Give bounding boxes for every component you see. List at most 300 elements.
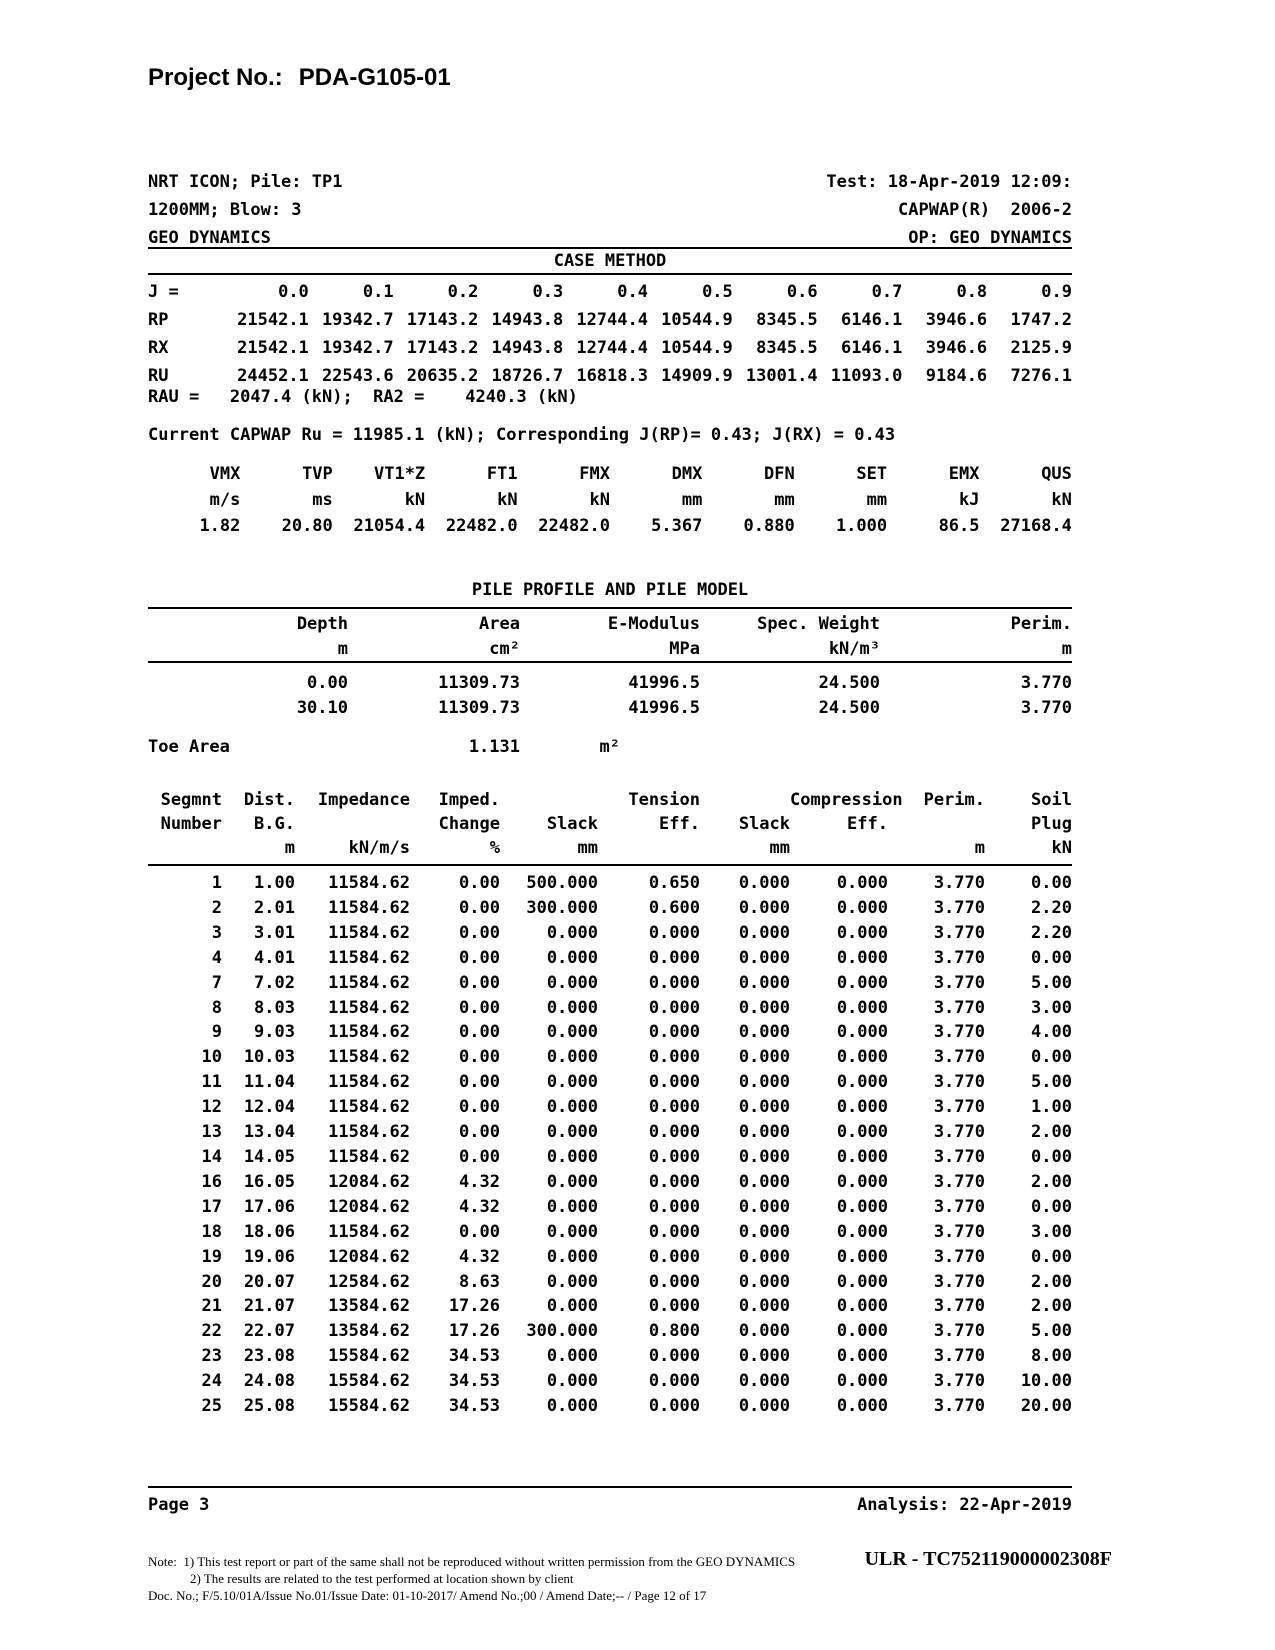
table-cell: 11584.62 <box>328 1221 410 1242</box>
table-cell: 0.000 <box>546 1371 598 1392</box>
table-cell: 0.00 <box>459 897 500 918</box>
table-cell: 0.000 <box>546 1221 598 1242</box>
table-cell: 0.00 <box>307 673 348 693</box>
table-cell: 0.00 <box>1031 1047 1072 1068</box>
table-cell: 0.000 <box>836 947 888 968</box>
table-cell: Compression <box>790 790 903 810</box>
table-cell: 0.000 <box>836 1022 888 1043</box>
table-cell: 13584.62 <box>328 1321 410 1342</box>
table-cell: 3.770 <box>933 1196 985 1217</box>
table-cell: 3.770 <box>933 1396 985 1417</box>
segment-header-row-1 <box>148 788 1072 812</box>
table-cell <box>700 788 790 812</box>
table-cell: 4 <box>211 947 222 968</box>
table-cell: 0.000 <box>836 1371 888 1392</box>
table-cell: mm <box>681 490 703 510</box>
table-cell: 5.00 <box>1031 1321 1072 1342</box>
table-cell: 21542.1 <box>237 310 309 330</box>
pile-id-line: NRT ICON; Pile: TP1 <box>148 172 343 192</box>
table-cell: kN <box>1051 490 1072 510</box>
table-cell: 18726.7 <box>491 366 564 386</box>
table-cell: 3.770 <box>1020 698 1072 718</box>
table-cell: ms <box>312 490 333 510</box>
table-cell: 3.01 <box>254 922 295 943</box>
table-cell: 0.000 <box>738 1196 790 1217</box>
segment-data-row <box>148 871 1072 896</box>
table-cell: 0.650 <box>648 873 700 893</box>
table-cell: 1.00 <box>1031 1097 1072 1118</box>
table-cell: 0.000 <box>836 1396 888 1417</box>
table-cell: 3.770 <box>933 1171 985 1192</box>
table-cell: 3.770 <box>933 1097 985 1118</box>
table-cell: Plug <box>1031 814 1072 834</box>
table-cell: 0.000 <box>738 1371 790 1392</box>
table-cell: 6146.1 <box>840 338 903 358</box>
segment-table-body <box>148 871 1072 1419</box>
table-cell: 0.000 <box>546 1072 598 1093</box>
table-cell: Spec. Weight <box>757 614 880 634</box>
table-cell: 0.000 <box>738 1321 790 1342</box>
table-cell: Imped. <box>438 790 500 810</box>
table-cell: 0.000 <box>546 947 598 968</box>
table-cell: 8.63 <box>459 1271 500 1292</box>
table-cell: 0.000 <box>836 1296 888 1317</box>
table-cell: 2125.9 <box>1010 338 1072 358</box>
table-cell: 0.00 <box>1031 1146 1072 1167</box>
table-cell: 0.880 <box>743 516 795 536</box>
table-cell: 20.80 <box>281 516 333 536</box>
table-cell: 17.06 <box>243 1196 295 1217</box>
table-cell: 3.770 <box>933 1246 985 1267</box>
table-cell: kN/m/s <box>348 838 410 858</box>
results-names-row <box>148 461 1072 487</box>
table-cell: Slack <box>738 814 790 834</box>
table-cell: 3.770 <box>933 1271 985 1292</box>
table-cell: 17 <box>201 1196 222 1217</box>
table-cell: QUS <box>1041 464 1072 484</box>
analysis-date: Analysis: 22-Apr-2019 <box>857 1495 1072 1515</box>
divider <box>148 1486 1072 1488</box>
table-cell: mm <box>866 490 888 510</box>
table-cell: kN <box>589 490 610 510</box>
table-cell: 0.800 <box>648 1321 700 1342</box>
table-cell: FT1 <box>486 464 518 484</box>
table-cell: 1747.2 <box>1010 310 1072 330</box>
segment-data-row <box>148 1394 1072 1419</box>
table-cell: 0.000 <box>648 972 700 993</box>
table-cell: 4.32 <box>459 1171 500 1192</box>
table-cell: 17143.2 <box>406 310 479 330</box>
table-cell: 0.00 <box>459 1221 500 1242</box>
table-cell: 27168.4 <box>1000 516 1072 536</box>
table-cell: 0.000 <box>836 1171 888 1192</box>
table-cell: 300.000 <box>526 1321 598 1342</box>
table-cell: DMX <box>671 464 703 484</box>
table-cell: 24 <box>201 1371 222 1392</box>
table-cell: 0.000 <box>836 1246 888 1267</box>
table-cell: 2.20 <box>1031 922 1072 943</box>
table-cell: 21.07 <box>243 1296 295 1317</box>
segment-data-row <box>148 1294 1072 1319</box>
table-cell: kN <box>497 490 518 510</box>
table-cell: 11584.62 <box>328 947 410 968</box>
segment-data-row <box>148 1195 1072 1220</box>
table-cell: 4.00 <box>1031 1022 1072 1043</box>
table-cell: 0.000 <box>738 947 790 968</box>
table-cell: 1.00 <box>254 873 295 893</box>
table-cell: 0.1 <box>362 282 394 302</box>
table-cell: 0.000 <box>738 1246 790 1267</box>
table-cell: 0.000 <box>836 1321 888 1342</box>
table-row <box>148 278 1072 306</box>
divider <box>148 661 1072 663</box>
table-cell: 0.0 <box>278 282 309 302</box>
table-row <box>148 306 1072 334</box>
table-cell: 18 <box>201 1221 222 1242</box>
table-cell: 10.00 <box>1020 1371 1072 1392</box>
table-cell: 0.000 <box>546 1246 598 1267</box>
table-cell: 2.00 <box>1031 1171 1072 1192</box>
table-cell: DFN <box>764 464 795 484</box>
table-cell: 0.000 <box>546 1271 598 1292</box>
table-cell: 22482.0 <box>538 516 610 536</box>
report-header-right <box>826 168 1072 252</box>
table-cell: 17.26 <box>448 1321 500 1342</box>
case-method-title: CASE METHOD <box>553 251 667 271</box>
table-cell: 0.000 <box>738 1271 790 1292</box>
table-cell: 0.00 <box>459 873 500 893</box>
segment-data-row <box>148 1045 1072 1070</box>
segment-data-row <box>148 921 1072 946</box>
case-results-table <box>148 461 1072 539</box>
table-row <box>148 334 1072 362</box>
table-cell: 15584.62 <box>328 1371 410 1392</box>
table-cell: 0.000 <box>836 1221 888 1242</box>
results-units-row <box>148 487 1072 513</box>
table-cell: 7.02 <box>254 972 295 993</box>
table-cell: 15584.62 <box>328 1396 410 1417</box>
case-method-table <box>148 278 1072 390</box>
table-cell: 3.770 <box>933 1047 985 1068</box>
table-cell: 0.000 <box>546 1346 598 1367</box>
table-cell: 19.06 <box>243 1246 295 1267</box>
table-cell: 0.000 <box>738 922 790 943</box>
table-cell: FMX <box>579 464 610 484</box>
table-cell: 11 <box>201 1072 222 1093</box>
table-cell: 12084.62 <box>328 1196 410 1217</box>
table-cell: 0.000 <box>836 1271 888 1292</box>
table-cell: 19342.7 <box>321 310 394 330</box>
table-cell <box>500 788 598 812</box>
divider <box>148 864 1072 866</box>
table-cell: 3.770 <box>933 1146 985 1167</box>
table-cell: 0.000 <box>648 922 700 943</box>
table-cell: kN <box>404 490 426 510</box>
table-cell: 23.08 <box>243 1346 295 1367</box>
table-cell: 16.05 <box>243 1171 295 1192</box>
table-cell: 3.770 <box>933 972 985 993</box>
table-cell: 3.00 <box>1031 997 1072 1018</box>
table-cell: 25.08 <box>243 1396 295 1417</box>
table-cell: 0.9 <box>1041 282 1072 302</box>
table-cell: 8.03 <box>254 997 295 1018</box>
table-cell: 24.08 <box>243 1371 295 1392</box>
table-cell: 9 <box>211 1022 222 1043</box>
note-line-1: Note: 1) This test report or part of the same shall not be reproduced without written permission from the GEO DYNAMICS <box>148 1554 796 1569</box>
table-cell: 13001.4 <box>745 366 818 386</box>
divider <box>148 247 1072 249</box>
table-cell: 0.000 <box>836 997 888 1018</box>
table-cell: 24452.1 <box>237 366 309 386</box>
table-cell: 3.770 <box>933 1371 985 1392</box>
table-cell: 0.000 <box>738 1122 790 1143</box>
table-cell: 0.000 <box>738 1072 790 1093</box>
table-cell: 20 <box>201 1271 222 1292</box>
table-cell: 11584.62 <box>328 1047 410 1068</box>
table-cell: 0.000 <box>546 1022 598 1043</box>
table-cell: 11584.62 <box>328 873 410 893</box>
table-cell: Perim. <box>1010 614 1072 634</box>
table-cell: 0.000 <box>738 1296 790 1317</box>
toe-area-label: Toe Area <box>148 737 230 757</box>
table-cell: 14943.8 <box>491 310 564 330</box>
table-cell: 0.000 <box>738 1171 790 1192</box>
toe-area-value: 1.131 <box>468 737 520 757</box>
table-cell: 86.5 <box>938 516 980 536</box>
table-cell: 10 <box>201 1047 222 1068</box>
table-cell: 1.82 <box>199 516 241 536</box>
table-cell: 23 <box>201 1346 222 1367</box>
table-cell: 0.00 <box>459 922 500 943</box>
table-cell: 11584.62 <box>328 1022 410 1043</box>
table-cell: 3.770 <box>933 1346 985 1367</box>
table-cell: 4.32 <box>459 1246 500 1267</box>
divider <box>148 273 1072 275</box>
row-label: J = <box>148 282 179 302</box>
segment-data-row <box>148 1220 1072 1245</box>
table-cell: 0.000 <box>546 1196 598 1217</box>
table-cell: 34.53 <box>448 1396 500 1417</box>
table-cell: MPa <box>669 639 700 659</box>
pile-profile-rows <box>148 671 1072 721</box>
table-cell: 11584.62 <box>328 922 410 943</box>
table-cell: Perim. <box>923 790 985 810</box>
segment-data-row <box>148 946 1072 971</box>
table-cell: 12.04 <box>243 1097 295 1118</box>
profile-data-row <box>148 696 1072 721</box>
table-cell: 0.000 <box>546 1146 598 1167</box>
table-cell: 0.000 <box>648 1097 700 1118</box>
table-cell: 0.00 <box>459 1097 500 1118</box>
table-cell: 2.00 <box>1031 1122 1072 1143</box>
table-cell: 22 <box>201 1321 222 1342</box>
table-cell: 11584.62 <box>328 972 410 993</box>
table-cell: 17.26 <box>448 1296 500 1317</box>
table-cell: VMX <box>209 464 241 484</box>
table-cell: 12584.62 <box>328 1271 410 1292</box>
table-cell: Impedance <box>317 790 410 810</box>
table-cell: 0.000 <box>738 1346 790 1367</box>
table-cell: 0.000 <box>648 1246 700 1267</box>
segment-data-row <box>148 1020 1072 1045</box>
table-cell: m/s <box>209 490 241 510</box>
table-cell: 0.000 <box>738 972 790 993</box>
table-cell: Number <box>160 814 222 834</box>
table-cell: 3.00 <box>1031 1221 1072 1242</box>
table-cell: Dist. <box>243 790 295 810</box>
table-cell: 0.3 <box>532 282 564 302</box>
table-cell: 8 <box>211 997 222 1018</box>
table-cell: 0.000 <box>648 1296 700 1317</box>
table-cell: 0.000 <box>738 997 790 1018</box>
pile-profile-header <box>148 612 1072 662</box>
table-cell: 0.000 <box>546 1396 598 1417</box>
company-line: GEO DYNAMICS <box>148 228 271 248</box>
table-cell: kJ <box>959 490 980 510</box>
segment-data-row <box>148 971 1072 996</box>
table-cell: 11309.73 <box>438 698 520 718</box>
table-cell: 15584.62 <box>328 1346 410 1367</box>
table-cell: 12744.4 <box>576 310 648 330</box>
table-cell: 0.000 <box>648 1346 700 1367</box>
table-cell: 0.00 <box>459 1122 500 1143</box>
table-cell: 3 <box>211 922 222 943</box>
table-cell: 3.770 <box>933 873 985 893</box>
table-cell: 24.500 <box>818 673 880 693</box>
table-cell: 0.000 <box>836 1122 888 1143</box>
table-cell: 8345.5 <box>756 338 818 358</box>
page-number: Page 3 <box>148 1495 210 1515</box>
table-cell: 8345.5 <box>756 310 818 330</box>
segment-data-row <box>148 1319 1072 1344</box>
table-cell: 13 <box>201 1122 222 1143</box>
table-cell <box>790 836 888 860</box>
table-cell: 7276.1 <box>1010 366 1072 386</box>
table-cell: 14.05 <box>243 1146 295 1167</box>
table-cell: m <box>974 838 985 858</box>
table-cell: 0.000 <box>836 1047 888 1068</box>
page-footer <box>148 1494 1072 1516</box>
table-cell <box>888 812 985 836</box>
table-cell: Depth <box>296 614 348 634</box>
table-cell: 0.2 <box>447 282 479 302</box>
table-cell: 9184.6 <box>925 366 988 386</box>
table-cell: 3.770 <box>933 922 985 943</box>
table-cell: 0.000 <box>836 873 888 893</box>
table-cell: 18.06 <box>243 1221 295 1242</box>
table-cell: 0.000 <box>738 1047 790 1068</box>
table-cell: m <box>337 639 348 659</box>
table-cell: 0.000 <box>836 1072 888 1093</box>
table-cell: 9.03 <box>254 1022 295 1043</box>
segment-data-row <box>148 1170 1072 1195</box>
segment-data-row <box>148 1145 1072 1170</box>
table-cell: cm² <box>489 639 520 659</box>
table-cell: 11584.62 <box>328 1122 410 1143</box>
toe-area-unit: m² <box>599 737 620 757</box>
table-cell: Change <box>438 814 500 834</box>
segment-data-row <box>148 1270 1072 1295</box>
table-cell: 3.770 <box>933 1122 985 1143</box>
table-cell: mm <box>774 490 795 510</box>
table-cell: 0.000 <box>836 972 888 993</box>
results-values-row <box>148 513 1072 539</box>
table-cell: 5.00 <box>1031 972 1072 993</box>
table-cell: 0.00 <box>1031 1246 1072 1267</box>
table-cell: 0.000 <box>546 1097 598 1118</box>
table-cell: 22482.0 <box>445 516 518 536</box>
table-cell: 3.770 <box>933 1321 985 1342</box>
table-cell: EMX <box>948 464 980 484</box>
segment-data-row <box>148 996 1072 1021</box>
table-cell: 0.4 <box>617 282 648 302</box>
table-cell: 21542.1 <box>237 338 309 358</box>
table-cell: 0.000 <box>648 1047 700 1068</box>
table-cell: 3.770 <box>933 1022 985 1043</box>
footer-notes <box>148 1553 928 1604</box>
table-cell: 12 <box>201 1097 222 1118</box>
table-cell: 3.770 <box>1020 673 1072 693</box>
table-cell: 0.000 <box>546 922 598 943</box>
table-cell: 11584.62 <box>328 997 410 1018</box>
segment-data-row <box>148 1344 1072 1369</box>
doc-number-line: Doc. No.; F/5.10/01A/Issue No.01/Issue Date: 01-10-2017/ Amend No.;00 / Amend Date;-- / Page 12 of 17 <box>148 1588 707 1603</box>
table-cell: 30.10 <box>296 698 348 718</box>
table-cell: 0.00 <box>459 997 500 1018</box>
table-cell: 3.770 <box>933 1072 985 1093</box>
table-cell: 13.04 <box>243 1122 295 1143</box>
table-cell: 0.00 <box>459 972 500 993</box>
table-cell: 3946.6 <box>925 338 988 358</box>
table-cell: 41996.5 <box>628 673 700 693</box>
table-cell: Slack <box>546 814 598 834</box>
table-cell: 11309.73 <box>438 673 520 693</box>
table-cell: 11584.62 <box>328 1146 410 1167</box>
table-cell: 22.07 <box>243 1321 295 1342</box>
table-cell: Tension <box>628 790 700 810</box>
table-cell: 2.01 <box>254 897 295 918</box>
table-cell: 0.00 <box>459 1022 500 1043</box>
table-cell: 0.000 <box>546 997 598 1018</box>
table-cell: 0.000 <box>648 1171 700 1192</box>
table-cell: 41996.5 <box>628 698 700 718</box>
table-cell: Segmnt <box>160 790 222 810</box>
table-cell: 0.000 <box>546 1122 598 1143</box>
ulr-number: ULR - TC752119000002308F <box>864 1548 1112 1570</box>
table-cell: 11584.62 <box>328 897 410 918</box>
table-cell: mm <box>577 838 598 858</box>
table-cell: 0.000 <box>648 997 700 1018</box>
table-cell: 0.000 <box>546 1171 598 1192</box>
table-cell: 0.000 <box>836 1196 888 1217</box>
table-cell: 0.000 <box>648 1022 700 1043</box>
table-cell: 16 <box>201 1171 222 1192</box>
table-cell: 0.000 <box>836 1146 888 1167</box>
table-cell: B.G. <box>254 814 295 834</box>
table-cell: 5.00 <box>1031 1072 1072 1093</box>
table-cell: 2.00 <box>1031 1271 1072 1292</box>
table-cell: 17143.2 <box>406 338 479 358</box>
table-cell: 0.000 <box>648 1146 700 1167</box>
table-cell: 2.20 <box>1031 897 1072 918</box>
segment-header-row-3 <box>148 836 1072 860</box>
table-cell: E-Modulus <box>607 614 700 634</box>
table-cell: 16818.3 <box>576 366 648 386</box>
table-cell: 34.53 <box>448 1346 500 1367</box>
table-cell: 6146.1 <box>840 310 903 330</box>
table-cell: 11584.62 <box>328 1097 410 1118</box>
table-cell: 12084.62 <box>328 1171 410 1192</box>
